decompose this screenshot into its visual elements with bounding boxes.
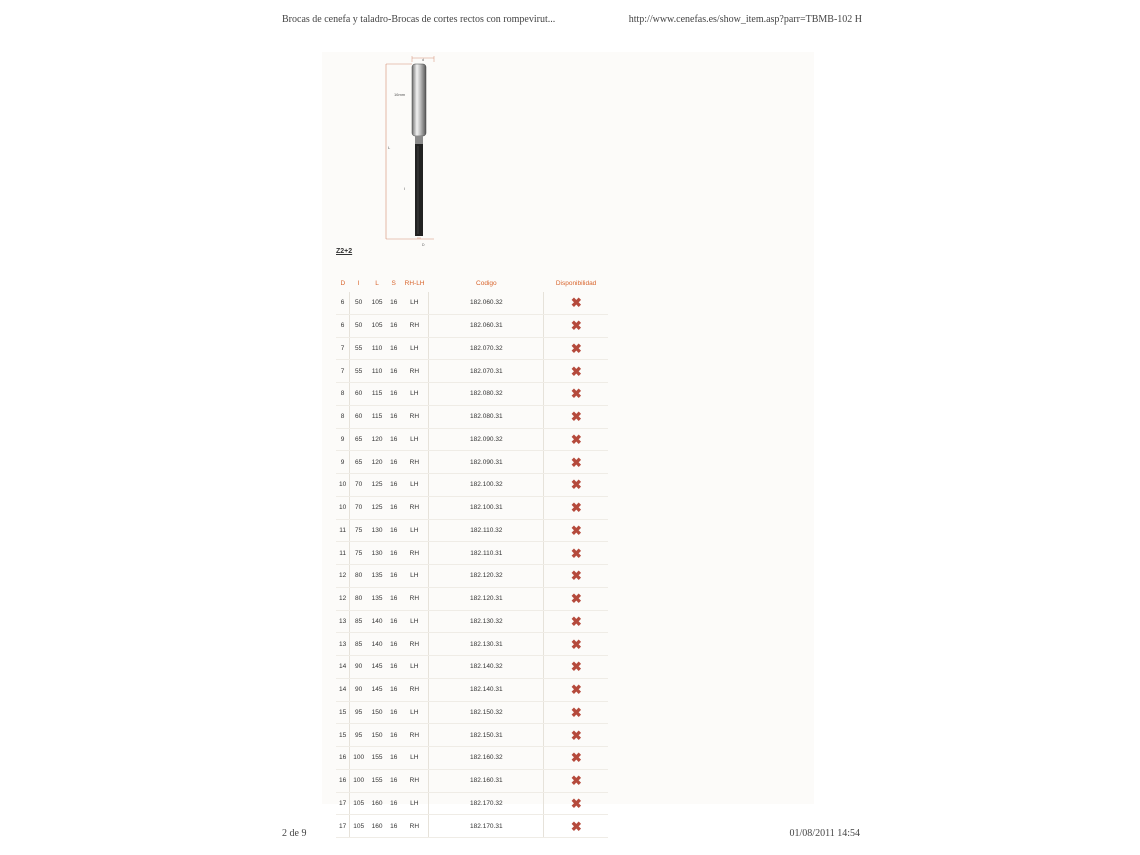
cell-disponibilidad: [544, 428, 609, 451]
cell-l: 110: [367, 337, 387, 360]
cell-s: 16: [387, 678, 400, 701]
cell-disponibilidad: [544, 678, 609, 701]
cell-disponibilidad: [544, 769, 609, 792]
table-row: [336, 519, 608, 542]
cell-code: 182.120.31: [429, 587, 544, 610]
cell-code: 182.130.32: [429, 610, 544, 633]
header-d: D: [340, 279, 346, 287]
cell-i: 85: [350, 610, 367, 633]
cell-s: 16: [387, 337, 400, 360]
cell-disponibilidad: [544, 633, 609, 656]
cell-s: 16: [387, 451, 400, 474]
cell-d: 8: [336, 383, 350, 406]
cell-l: 140: [367, 633, 387, 656]
unavailable-x-icon: ✖: [570, 340, 582, 356]
cell-l: 125: [367, 474, 387, 497]
cell-l: 105: [367, 314, 387, 337]
cell-s: 16: [387, 747, 400, 770]
cell-i: 50: [350, 292, 367, 314]
cell-code: 182.110.31: [429, 542, 544, 565]
cell-code: 182.170.31: [429, 815, 544, 838]
spec-table-body: [336, 292, 608, 838]
cell-disponibilidad: [544, 587, 609, 610]
cell-l: 150: [367, 724, 387, 747]
cell-rh: RH: [400, 633, 429, 656]
cell-d: 17: [336, 815, 350, 838]
unavailable-x-icon: ✖: [570, 613, 582, 629]
unavailable-x-icon: ✖: [570, 454, 582, 470]
cell-d: 6: [336, 292, 350, 314]
cell-l: 115: [367, 383, 387, 406]
table-row: [336, 633, 608, 656]
cell-rh: LH: [400, 656, 429, 679]
table-row: [336, 451, 608, 474]
cell-i: 105: [350, 792, 367, 815]
cell-l: 105: [367, 292, 387, 314]
cell-d: 14: [336, 678, 350, 701]
cell-i: 55: [350, 337, 367, 360]
table-row: [336, 656, 608, 679]
cell-s: 16: [387, 701, 400, 724]
cell-d: 16: [336, 769, 350, 792]
print-header-url[interactable]: http://www.cenefas.es/show_item.asp?parr=TBMB-102 H: [628, 14, 862, 25]
dim-L-label: L: [388, 145, 391, 150]
cell-l: 145: [367, 678, 387, 701]
unavailable-x-icon: ✖: [570, 409, 582, 425]
unavailable-x-icon: ✖: [570, 659, 582, 675]
cell-s: 16: [387, 633, 400, 656]
unavailable-x-icon: ✖: [570, 363, 582, 379]
cell-rh: LH: [400, 610, 429, 633]
table-row: [336, 747, 608, 770]
cell-s: 16: [387, 360, 400, 383]
cell-disponibilidad: [544, 747, 609, 770]
cell-s: 16: [387, 292, 400, 314]
drill-bit-diagram: [382, 54, 442, 249]
cell-rh: LH: [400, 565, 429, 588]
cell-disponibilidad: [544, 314, 609, 337]
cell-code: 182.060.32: [429, 292, 544, 314]
dim-shank-label: 16mm: [394, 92, 406, 97]
cell-d: 10: [336, 496, 350, 519]
table-row: [336, 724, 608, 747]
cell-s: 16: [387, 542, 400, 565]
cell-i: 105: [350, 815, 367, 838]
cell-rh: RH: [400, 542, 429, 565]
cell-l: 130: [367, 542, 387, 565]
header-disponibilidad: Disponibilidad: [555, 279, 597, 287]
cell-d: 12: [336, 587, 350, 610]
cell-s: 16: [387, 610, 400, 633]
cell-i: 75: [350, 542, 367, 565]
unavailable-x-icon: ✖: [570, 727, 582, 743]
cell-i: 95: [350, 724, 367, 747]
cell-i: 80: [350, 565, 367, 588]
print-footer-page: 2 de 9: [282, 828, 307, 839]
cell-l: 150: [367, 701, 387, 724]
cell-i: 95: [350, 701, 367, 724]
cell-i: 90: [350, 656, 367, 679]
cell-l: 140: [367, 610, 387, 633]
cell-i: 85: [350, 633, 367, 656]
cell-l: 160: [367, 815, 387, 838]
cell-rh: RH: [400, 496, 429, 519]
unavailable-x-icon: ✖: [570, 773, 582, 789]
table-row: [336, 360, 608, 383]
table-row: [336, 292, 608, 314]
table-row: [336, 610, 608, 633]
unavailable-x-icon: ✖: [570, 545, 582, 561]
unavailable-x-icon: ✖: [570, 318, 582, 334]
cell-l: 145: [367, 656, 387, 679]
cell-s: 16: [387, 792, 400, 815]
cell-code: 182.140.31: [429, 678, 544, 701]
cell-l: 120: [367, 428, 387, 451]
cell-rh: LH: [400, 337, 429, 360]
drill-neck: [415, 136, 423, 144]
cell-rh: LH: [400, 474, 429, 497]
table-row: [336, 474, 608, 497]
cell-l: 130: [367, 519, 387, 542]
cell-code: 182.080.31: [429, 405, 544, 428]
cell-rh: RH: [400, 360, 429, 383]
cell-disponibilidad: [544, 610, 609, 633]
cell-l: 125: [367, 496, 387, 519]
dim-bottom-label: D: [422, 243, 425, 247]
cell-code: 182.140.32: [429, 656, 544, 679]
print-footer: [282, 828, 860, 839]
header-codigo: Codigo: [476, 279, 497, 287]
cell-l: 115: [367, 405, 387, 428]
cell-s: 16: [387, 565, 400, 588]
cell-rh: LH: [400, 701, 429, 724]
cell-i: 65: [350, 451, 367, 474]
cell-s: 16: [387, 519, 400, 542]
print-header: [282, 14, 862, 25]
cell-disponibilidad: [544, 451, 609, 474]
unavailable-x-icon: ✖: [570, 682, 582, 698]
cell-s: 16: [387, 383, 400, 406]
cell-disponibilidad: [544, 701, 609, 724]
cell-rh: RH: [400, 769, 429, 792]
cell-d: 7: [336, 360, 350, 383]
cell-d: 9: [336, 428, 350, 451]
cell-s: 16: [387, 587, 400, 610]
cell-disponibilidad: [544, 724, 609, 747]
cell-disponibilidad: [544, 337, 609, 360]
cell-code: 182.120.32: [429, 565, 544, 588]
cell-d: 13: [336, 610, 350, 633]
cell-l: 155: [367, 769, 387, 792]
table-row: [336, 565, 608, 588]
cell-i: 90: [350, 678, 367, 701]
print-footer-datetime: 01/08/2011 14:54: [789, 828, 860, 839]
cell-d: 13: [336, 633, 350, 656]
cell-l: 155: [367, 747, 387, 770]
cell-i: 100: [350, 747, 367, 770]
cell-d: 11: [336, 542, 350, 565]
cell-code: 182.110.32: [429, 519, 544, 542]
cell-i: 80: [350, 587, 367, 610]
unavailable-x-icon: ✖: [570, 568, 582, 584]
cell-rh: LH: [400, 792, 429, 815]
cell-s: 16: [387, 724, 400, 747]
cell-l: 110: [367, 360, 387, 383]
cell-rh: RH: [400, 451, 429, 474]
cell-code: 182.070.31: [429, 360, 544, 383]
cell-rh: LH: [400, 292, 429, 314]
print-header-title: Brocas de cenefa y taladro-Brocas de cortes rectos con rompevirut...: [282, 14, 556, 25]
cell-disponibilidad: [544, 360, 609, 383]
drill-cutting-part: [415, 144, 423, 236]
cell-disponibilidad: [544, 496, 609, 519]
cell-disponibilidad: [544, 292, 609, 314]
table-row: [336, 383, 608, 406]
cell-rh: RH: [400, 587, 429, 610]
cell-d: 12: [336, 565, 350, 588]
header-i: I: [357, 279, 360, 287]
cell-rh: RH: [400, 724, 429, 747]
cell-disponibilidad: [544, 656, 609, 679]
spec-table: [336, 274, 608, 838]
cell-code: 182.170.32: [429, 792, 544, 815]
table-row: [336, 792, 608, 815]
cell-code: 182.100.31: [429, 496, 544, 519]
cell-l: 135: [367, 587, 387, 610]
cell-rh: LH: [400, 519, 429, 542]
table-row: [336, 701, 608, 724]
cell-code: 182.070.32: [429, 337, 544, 360]
cell-d: 8: [336, 405, 350, 428]
cell-rh: LH: [400, 747, 429, 770]
unavailable-x-icon: ✖: [570, 386, 582, 402]
dim-I-label: I: [404, 186, 406, 191]
table-row: [336, 337, 608, 360]
cell-s: 16: [387, 405, 400, 428]
cell-i: 60: [350, 405, 367, 428]
unavailable-x-icon: ✖: [570, 500, 582, 516]
cell-disponibilidad: [544, 565, 609, 588]
cell-l: 160: [367, 792, 387, 815]
table-row: [336, 496, 608, 519]
cell-d: 17: [336, 792, 350, 815]
cell-d: 7: [336, 337, 350, 360]
cell-code: 182.150.31: [429, 724, 544, 747]
cell-d: 6: [336, 314, 350, 337]
cell-rh: RH: [400, 815, 429, 838]
cell-s: 16: [387, 428, 400, 451]
cell-disponibilidad: [544, 542, 609, 565]
cell-code: 182.130.31: [429, 633, 544, 656]
cell-code: 182.090.32: [429, 428, 544, 451]
unavailable-x-icon: ✖: [570, 431, 582, 447]
cell-rh: RH: [400, 405, 429, 428]
cell-i: 60: [350, 383, 367, 406]
cell-disponibilidad: [544, 792, 609, 815]
cell-s: 16: [387, 769, 400, 792]
cell-code: 182.090.31: [429, 451, 544, 474]
cell-d: 11: [336, 519, 350, 542]
cell-code: 182.100.32: [429, 474, 544, 497]
cell-i: 65: [350, 428, 367, 451]
table-row: [336, 542, 608, 565]
dim-top-label: d: [422, 58, 424, 62]
cell-d: 15: [336, 724, 350, 747]
cell-rh: LH: [400, 428, 429, 451]
cell-code: 182.080.32: [429, 383, 544, 406]
cell-i: 50: [350, 314, 367, 337]
table-row: [336, 405, 608, 428]
cell-i: 55: [350, 360, 367, 383]
product-content: [322, 52, 814, 834]
cell-disponibilidad: [544, 383, 609, 406]
cell-l: 120: [367, 451, 387, 474]
cell-disponibilidad: [544, 405, 609, 428]
unavailable-x-icon: ✖: [570, 636, 582, 652]
cell-d: 14: [336, 656, 350, 679]
unavailable-x-icon: ✖: [570, 704, 582, 720]
cell-d: 10: [336, 474, 350, 497]
unavailable-x-icon: ✖: [570, 591, 582, 607]
cell-rh: RH: [400, 678, 429, 701]
unavailable-x-icon: ✖: [570, 750, 582, 766]
unavailable-x-icon: ✖: [570, 818, 582, 834]
cell-code: 182.060.31: [429, 314, 544, 337]
table-row: [336, 428, 608, 451]
cell-d: 16: [336, 747, 350, 770]
table-row: [336, 769, 608, 792]
table-row: [336, 314, 608, 337]
cell-d: 9: [336, 451, 350, 474]
cell-rh: LH: [400, 383, 429, 406]
cell-s: 16: [387, 314, 400, 337]
section-label: Z2+2: [336, 248, 353, 255]
table-row: [336, 678, 608, 701]
header-l: L: [375, 279, 379, 287]
cell-disponibilidad: [544, 474, 609, 497]
cell-disponibilidad: [544, 519, 609, 542]
cell-rh: RH: [400, 314, 429, 337]
unavailable-x-icon: ✖: [570, 795, 582, 811]
unavailable-x-icon: ✖: [570, 295, 582, 311]
cell-code: 182.160.31: [429, 769, 544, 792]
cell-d: 15: [336, 701, 350, 724]
cell-s: 16: [387, 496, 400, 519]
cell-code: 182.150.32: [429, 701, 544, 724]
cell-s: 16: [387, 815, 400, 838]
cell-s: 16: [387, 656, 400, 679]
cell-code: 182.160.32: [429, 747, 544, 770]
drill-shank: [412, 64, 426, 136]
unavailable-x-icon: ✖: [570, 477, 582, 493]
cell-i: 70: [350, 496, 367, 519]
unavailable-x-icon: ✖: [570, 522, 582, 538]
cell-s: 16: [387, 474, 400, 497]
header-s: S: [391, 279, 396, 287]
table-row: [336, 587, 608, 610]
header-rh-lh: RH-LH: [404, 279, 425, 287]
cell-i: 100: [350, 769, 367, 792]
table-header-row: [336, 274, 608, 292]
cell-i: 75: [350, 519, 367, 542]
cell-i: 70: [350, 474, 367, 497]
cell-l: 135: [367, 565, 387, 588]
